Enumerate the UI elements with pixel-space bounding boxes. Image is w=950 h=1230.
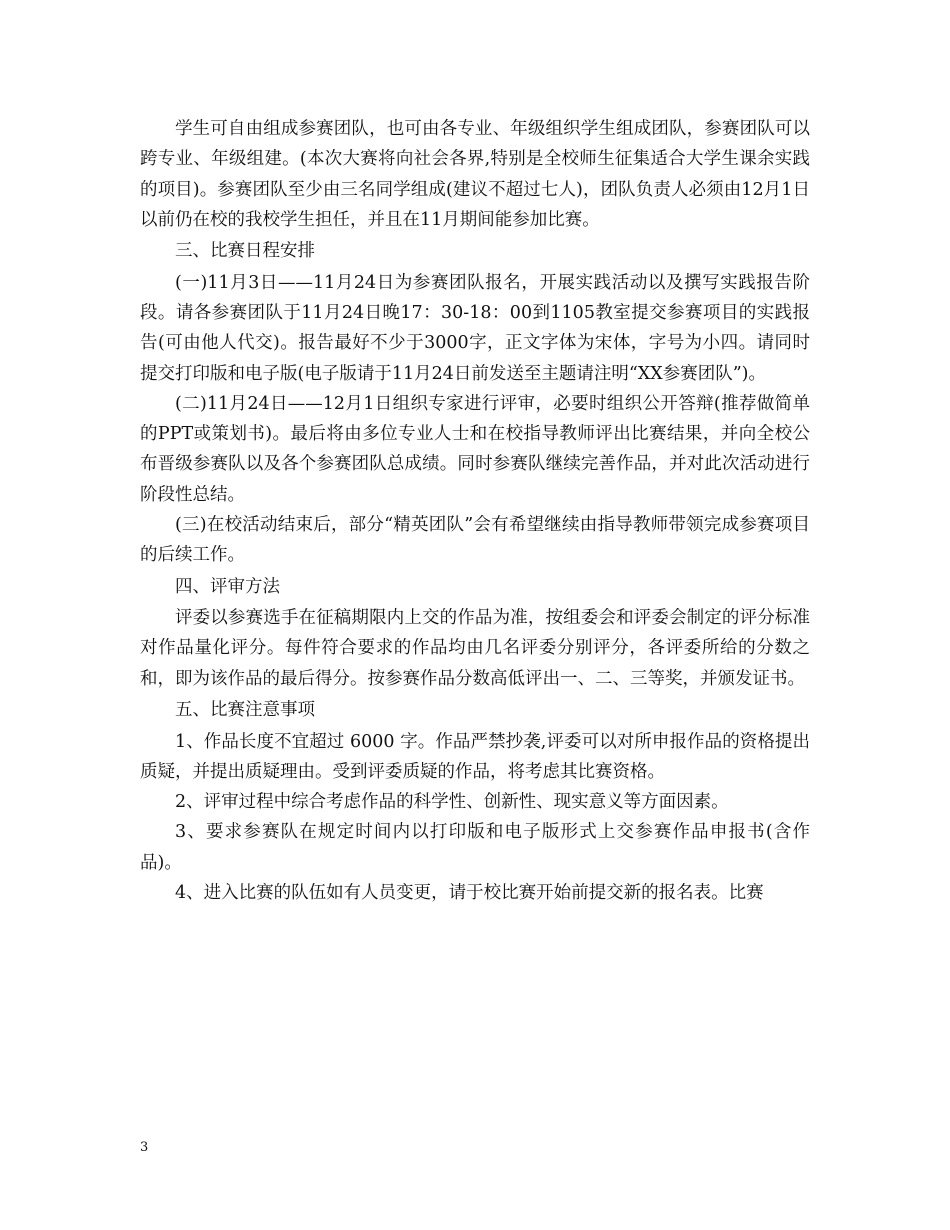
paragraph-note-1: 1、作品长度不宜超过 6000 字。作品严禁抄袭,评委可以对所申报作品的资格提出质疑，并提出质疑理由。受到评委质疑的作品，将考虑其比赛资格。 bbox=[140, 731, 810, 782]
paragraph-note-4: 4、进入比赛的队伍如有人员变更，请于校比赛开始前提交新的报名表。比赛 bbox=[175, 883, 764, 904]
section-heading-notes: 五、比赛注意事项 bbox=[175, 700, 315, 721]
paragraph-schedule-stage-2: (二)11月24日——12月1日组织专家进行评审，必要时组织公开答辩(推荐做简单的PPT或策划书)。最后将由多位专业人士和在校指导教师评出比赛结果，并向全校公布晋级参赛队以及各个参赛团队总成绩。同时参赛队继续完善作品，并对此次活动进行阶段性总结。 bbox=[140, 393, 810, 505]
section-heading-judging: 四、评审方法 bbox=[175, 576, 280, 597]
paragraph-schedule-stage-3: (三)在校活动结束后，部分“精英团队”会有希望继续由指导教师带领完成参赛项目的后续工作。 bbox=[140, 515, 810, 566]
page-number: 3 bbox=[140, 1140, 149, 1155]
paragraph-schedule-stage-1: (一)11月3日——11月24日为参赛团队报名，开展实践活动以及撰写实践报告阶段。请各参赛团队于11月24日晚17：30-18：00到1105教室提交参赛项目的实践报告(可由他人代交)。报告最好不少于3000字，正文字体为宋体，字号为小四。请同时提交打印版和电子版(电子版请于11月24日前发送至主题请注明“XX参赛团队”)。 bbox=[140, 272, 810, 384]
paragraph-judging-method: 评委以参赛选手在征稿期限内上交的作品为准，按组委会和评委会制定的评分标准对作品量化评分。每件符合要求的作品均由几名评委分别评分，各评委所给的分数之和，即为该作品的最后得分。按参赛作品分数高低评出一、二、三等奖，并颁发证书。 bbox=[140, 608, 810, 689]
document-body bbox=[140, 114, 810, 908]
paragraph-note-3: 3、要求参赛队在规定时间内以打印版和电子版形式上交参赛作品申报书(含作品)。 bbox=[140, 822, 810, 873]
paragraph-team-formation: 学生可自由组成参赛团队，也可由各专业、年级组织学生组成团队，参赛团队可以跨专业、年级组建。(本次大赛将向社会各界,特别是全校师生征集适合大学生课余实践的项目)。参赛团队至少由三名同学组成(建议不超过七人)，团队负责人必须由12月1日以前仍在校的我校学生担任，并且在11月期间能参加比赛。 bbox=[140, 119, 810, 230]
paragraph-note-2: 2、评审过程中综合考虑作品的科学性、创新性、现实意义等方面因素。 bbox=[175, 792, 729, 813]
section-heading-schedule: 三、比赛日程安排 bbox=[175, 241, 315, 262]
